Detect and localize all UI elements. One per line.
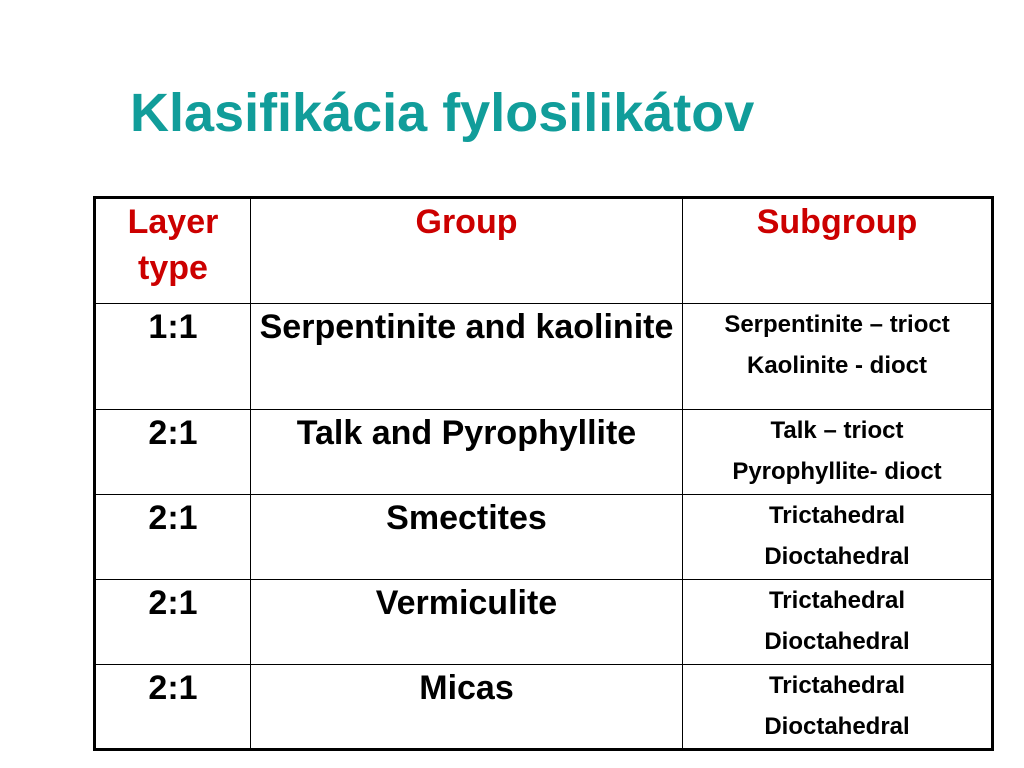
subgroup-line: Trictahedral [768,672,906,699]
subgroup-cell [683,665,993,750]
phyllosilicate-classification-table [93,196,994,751]
group-cell: Vermiculite [251,580,683,665]
subgroup-cell [683,580,993,665]
subgroup-line: Pyrophyllite- dioct [732,458,942,485]
group-cell: Talk and Pyrophyllite [251,410,683,495]
table-row [95,304,993,410]
group-cell: Smectites [251,495,683,580]
table-header-row [95,198,993,304]
subgroup-line: Dioctahedral [764,628,910,655]
subgroup-cell [683,304,993,410]
table-row [95,495,993,580]
header-layer-type-line-1: Layer [127,203,219,241]
group-cell: Micas [251,665,683,750]
table-row [95,580,993,665]
layer-type-cell: 2:1 [95,580,251,665]
subgroup-line: Dioctahedral [764,713,910,740]
subgroup-line: Trictahedral [768,587,906,614]
layer-type-cell: 2:1 [95,495,251,580]
layer-type-cell: 2:1 [95,665,251,750]
layer-type-cell: 2:1 [95,410,251,495]
subgroup-line: Talk – trioct [770,417,904,444]
subgroup-cell [683,410,993,495]
subgroup-cell [683,495,993,580]
header-layer-type [95,198,251,304]
header-group: Group [251,198,683,304]
header-subgroup: Subgroup [683,198,993,304]
subgroup-line: Serpentinite – trioct [724,311,950,338]
table-row [95,410,993,495]
subgroup-line: Trictahedral [768,502,906,529]
slide-title: Klasifikácia fylosilikátov [130,83,755,143]
layer-type-cell: 1:1 [95,304,251,410]
header-layer-type-line-2: type [138,249,208,287]
subgroup-line: Dioctahedral [764,543,910,570]
group-cell: Serpentinite and kaolinite [251,304,683,410]
subgroup-line: Kaolinite - dioct [747,352,927,379]
table-row [95,665,993,750]
